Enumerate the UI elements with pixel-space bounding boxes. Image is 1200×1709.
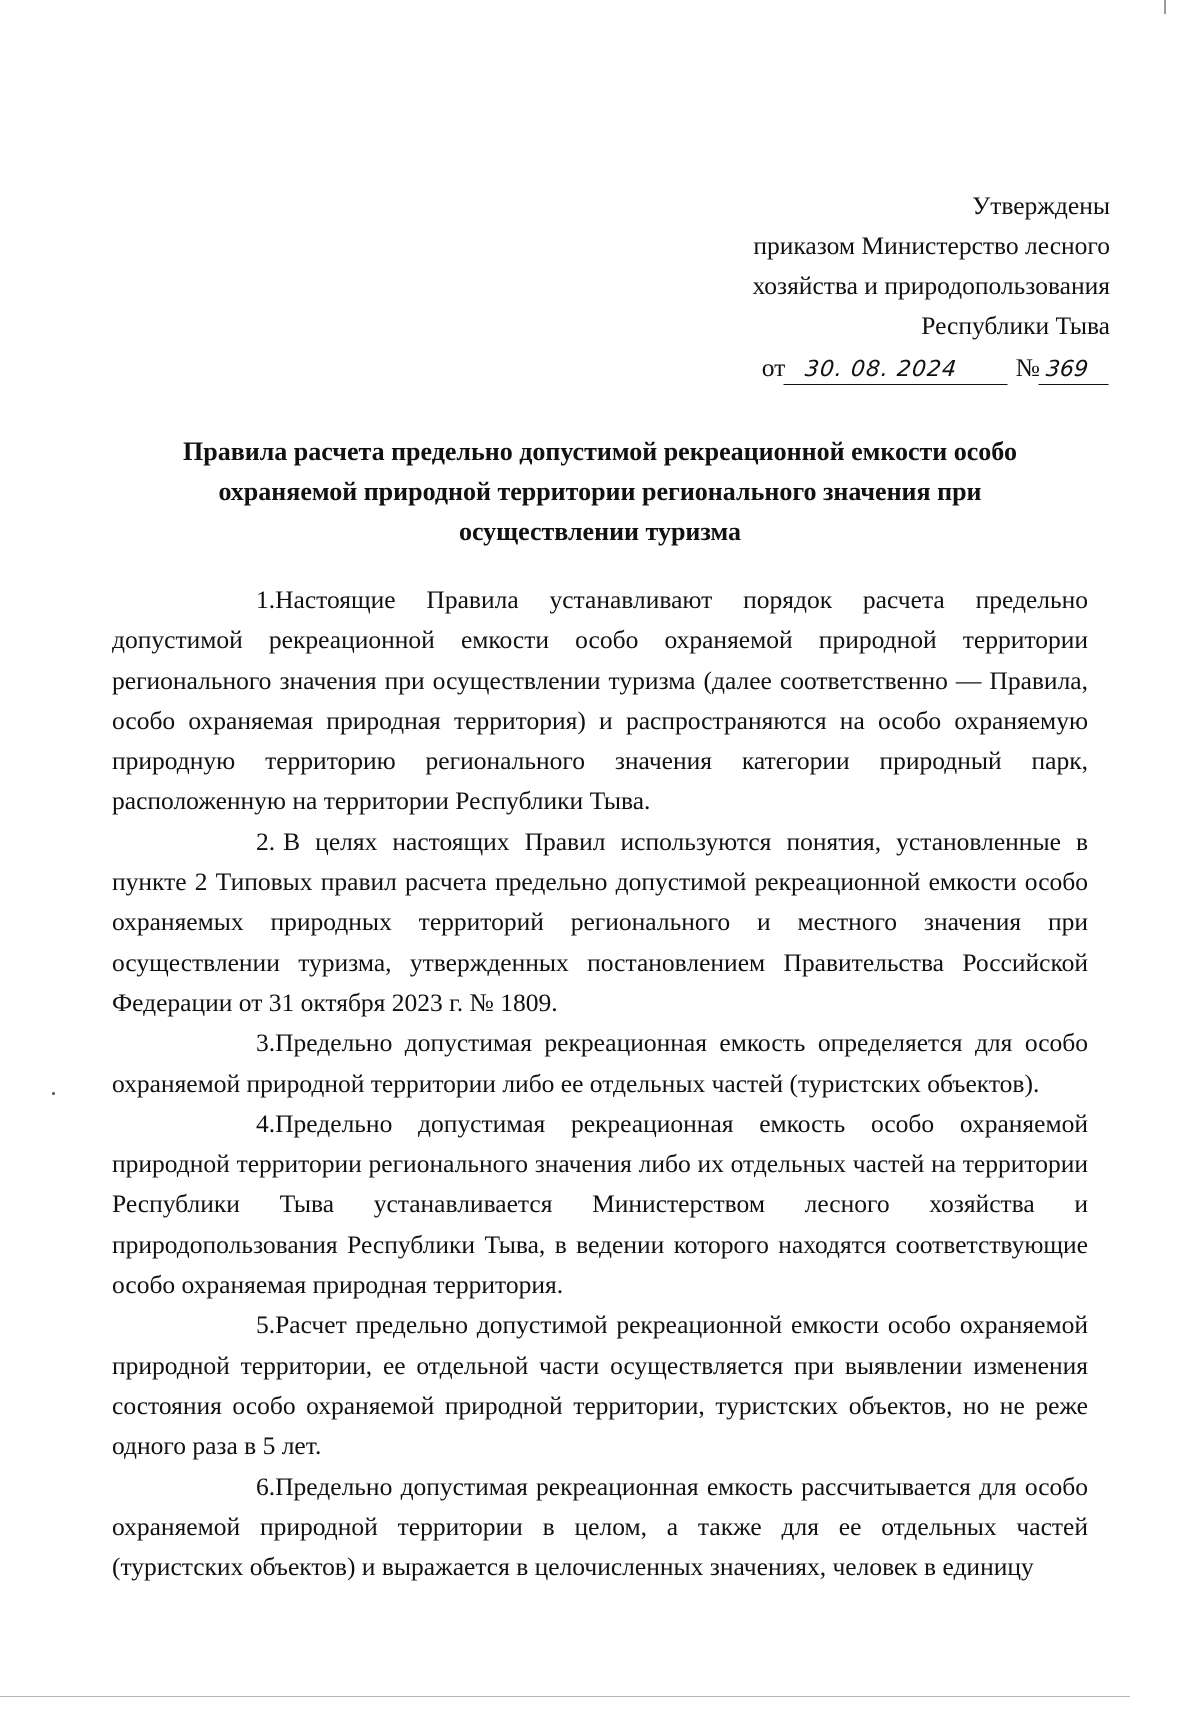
paragraph-5: [112, 1305, 1088, 1466]
paragraph-text: Предельно допустимая рекреационная емкость рассчитывается для особо охраняемой природной территории в целом, а также для ее отдельных частей (туристских объектов) и выражается в целочисленных значениях, человек в единицу: [112, 1471, 1088, 1582]
paragraph-number: 5.: [256, 1310, 276, 1340]
paragraph-6: [112, 1467, 1088, 1588]
paragraph-number: 2.: [256, 826, 276, 856]
paragraph-number: 3.: [256, 1028, 276, 1058]
title-line-1: Правила расчета предельно допустимой рекреационной емкости особо: [183, 437, 1017, 466]
number-prefix: №: [1015, 353, 1040, 382]
paragraph-number: 6.: [256, 1471, 276, 1501]
paragraph-2: [112, 822, 1088, 1023]
document-body: [112, 580, 1088, 1587]
approval-line-republic: Республики Тыва: [921, 311, 1110, 340]
approval-line-ministry: хозяйства и природопользования: [752, 271, 1110, 300]
handwritten-number: 369: [1038, 356, 1111, 385]
scan-bottom-line: [0, 1696, 1130, 1697]
paragraph-number: 4.: [256, 1108, 276, 1138]
title-line-2: охраняемой природной территории регионального значения при: [218, 477, 982, 506]
order-date-number-line: [590, 348, 1110, 388]
paragraph-text: Расчет предельно допустимой рекреационной емкости особо охраняемой природной территории, ее отдельной части осуществляется при выявлении изменения состояния особо охраняемой природной территории, туристских объектов, но не реже одного раза в 5 лет.: [112, 1310, 1088, 1461]
paragraph-number: 1.: [256, 585, 276, 614]
approval-block: [590, 186, 1110, 388]
approval-line-order: приказом Министерство лесного: [753, 231, 1110, 260]
scan-speck: [52, 1092, 55, 1095]
paragraph-text: В целях настоящих Правил используются понятия, установленные в пункте 2 Типовых правил расчета предельно допустимой рекреационной емкости особо охраняемых природных территорий регионального и местного значения при осуществлении туризма, утвержденных постановлением Правительства Российской Федерации от 31 октября 2023 г. № 1809.: [112, 826, 1088, 1017]
approval-line-approved: Утверждены: [972, 191, 1110, 220]
paragraph-text: Настоящие Правила устанавливают порядок расчета предельно допустимой рекреационной емкости особо охраняемой природной территории регионального значения при осуществлении туризма (далее соответственно — Правила, особо охраняемая природная территория) и распространяются на особо охраняемую природную территорию регионального значения категории природный парк, расположенную на территории Республики Тыва.: [112, 585, 1088, 816]
date-prefix: от: [761, 353, 786, 382]
handwritten-date: 30. 08. 2024: [784, 356, 1011, 385]
paragraph-3: [112, 1023, 1088, 1104]
document-title: [112, 432, 1088, 552]
paragraph-1: [112, 580, 1088, 822]
paragraph-text: Предельно допустимая рекреационная емкость особо охраняемой природной территории регионального значения либо их отдельных частей на территории Республики Тыва устанавливается Министерством лесного хозяйства и природопользования Республики Тыва, в ведении которого находятся соответствующие особо охраняемая природная территория.: [112, 1108, 1088, 1300]
scan-edge-mark: [1164, 0, 1166, 14]
title-line-3: осуществлении туризма: [458, 517, 742, 546]
paragraph-4: [112, 1104, 1088, 1305]
paragraph-text: Предельно допустимая рекреационная емкость определяется для особо охраняемой природной территории либо ее отдельных частей (туристских объектов).: [112, 1028, 1088, 1098]
